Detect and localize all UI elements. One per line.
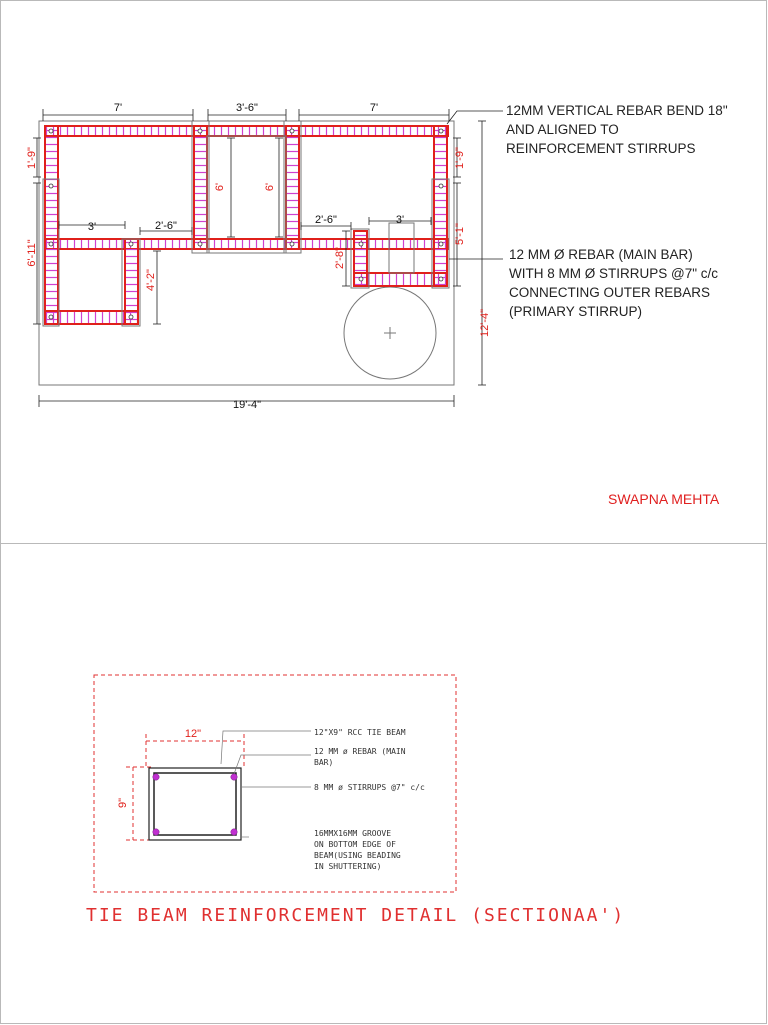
- label-rebar-2: BAR): [314, 758, 334, 767]
- dim-right-top: 1'-9": [454, 147, 466, 169]
- dim-bay-6b: 6': [264, 182, 276, 192]
- dim-left-top: 1'-9": [26, 147, 38, 169]
- label-groove-1: 16MMX16MM GROOVE: [314, 829, 392, 838]
- author-name: SWAPNA MEHTA: [608, 491, 720, 507]
- dim-bay-6a: 6': [214, 182, 226, 192]
- dim-top-right: 7': [369, 102, 379, 114]
- section-height-label: 9": [117, 797, 129, 809]
- main-bars: [153, 774, 237, 835]
- section-width-label: 12": [184, 728, 202, 740]
- dim-bottom-total: 19'-4": [232, 399, 262, 411]
- label-groove-3: BEAM(USING BEADING: [314, 851, 401, 860]
- dim-mid-right-3: 3': [395, 214, 405, 226]
- stirrup-outline: [154, 773, 236, 835]
- dim-mid-right-26: 2'-6": [315, 214, 337, 226]
- dim-top-left: 7': [113, 102, 123, 114]
- dim-mid-left-3: 3': [87, 221, 97, 233]
- dim-right-outer: 12'-4": [479, 308, 491, 338]
- section-title: TIE BEAM REINFORCEMENT DETAIL (SECTIONAA'): [86, 905, 626, 926]
- note-main-bar: 12 MM Ø REBAR (MAIN BAR) WITH 8 MM Ø STIRRUPS @7" c/c CONNECTING OUTER REBARS (PRIMARY STIRRUP): [509, 247, 719, 319]
- tie-beam-section-drawing: [1, 544, 768, 1025]
- rebar-dots: [49, 129, 443, 319]
- label-groove-4: IN SHUTTERING): [314, 862, 382, 871]
- label-groove-2: ON BOTTOM EDGE OF: [314, 840, 396, 849]
- label-beam: 12"X9" RCC TIE BEAM: [314, 728, 406, 737]
- dim-left-bay-42: 4'-2": [145, 269, 157, 291]
- section-sheet: [0, 543, 767, 1024]
- label-rebar-1: 12 MM ø REBAR (MAIN: [314, 747, 406, 756]
- dim-mid-left-26: 2'-6": [155, 220, 177, 232]
- section-leaders: [221, 731, 311, 837]
- beam-outline: [149, 768, 241, 840]
- dim-right-bay-28: 2'-8": [334, 247, 346, 269]
- column-outlines: [43, 121, 449, 326]
- note-vertical-rebar: 12MM VERTICAL REBAR BEND 18" AND ALIGNED TO REINFORCEMENT STIRRUPS: [506, 103, 728, 156]
- dim-top-mid: 3'-6": [236, 102, 258, 114]
- dim-right-mid: 5'-1": [454, 223, 466, 245]
- label-stirrup: 8 MM ø STIRRUPS @7" c/c: [314, 783, 425, 792]
- dim-left-mid: 6'-11": [26, 239, 38, 267]
